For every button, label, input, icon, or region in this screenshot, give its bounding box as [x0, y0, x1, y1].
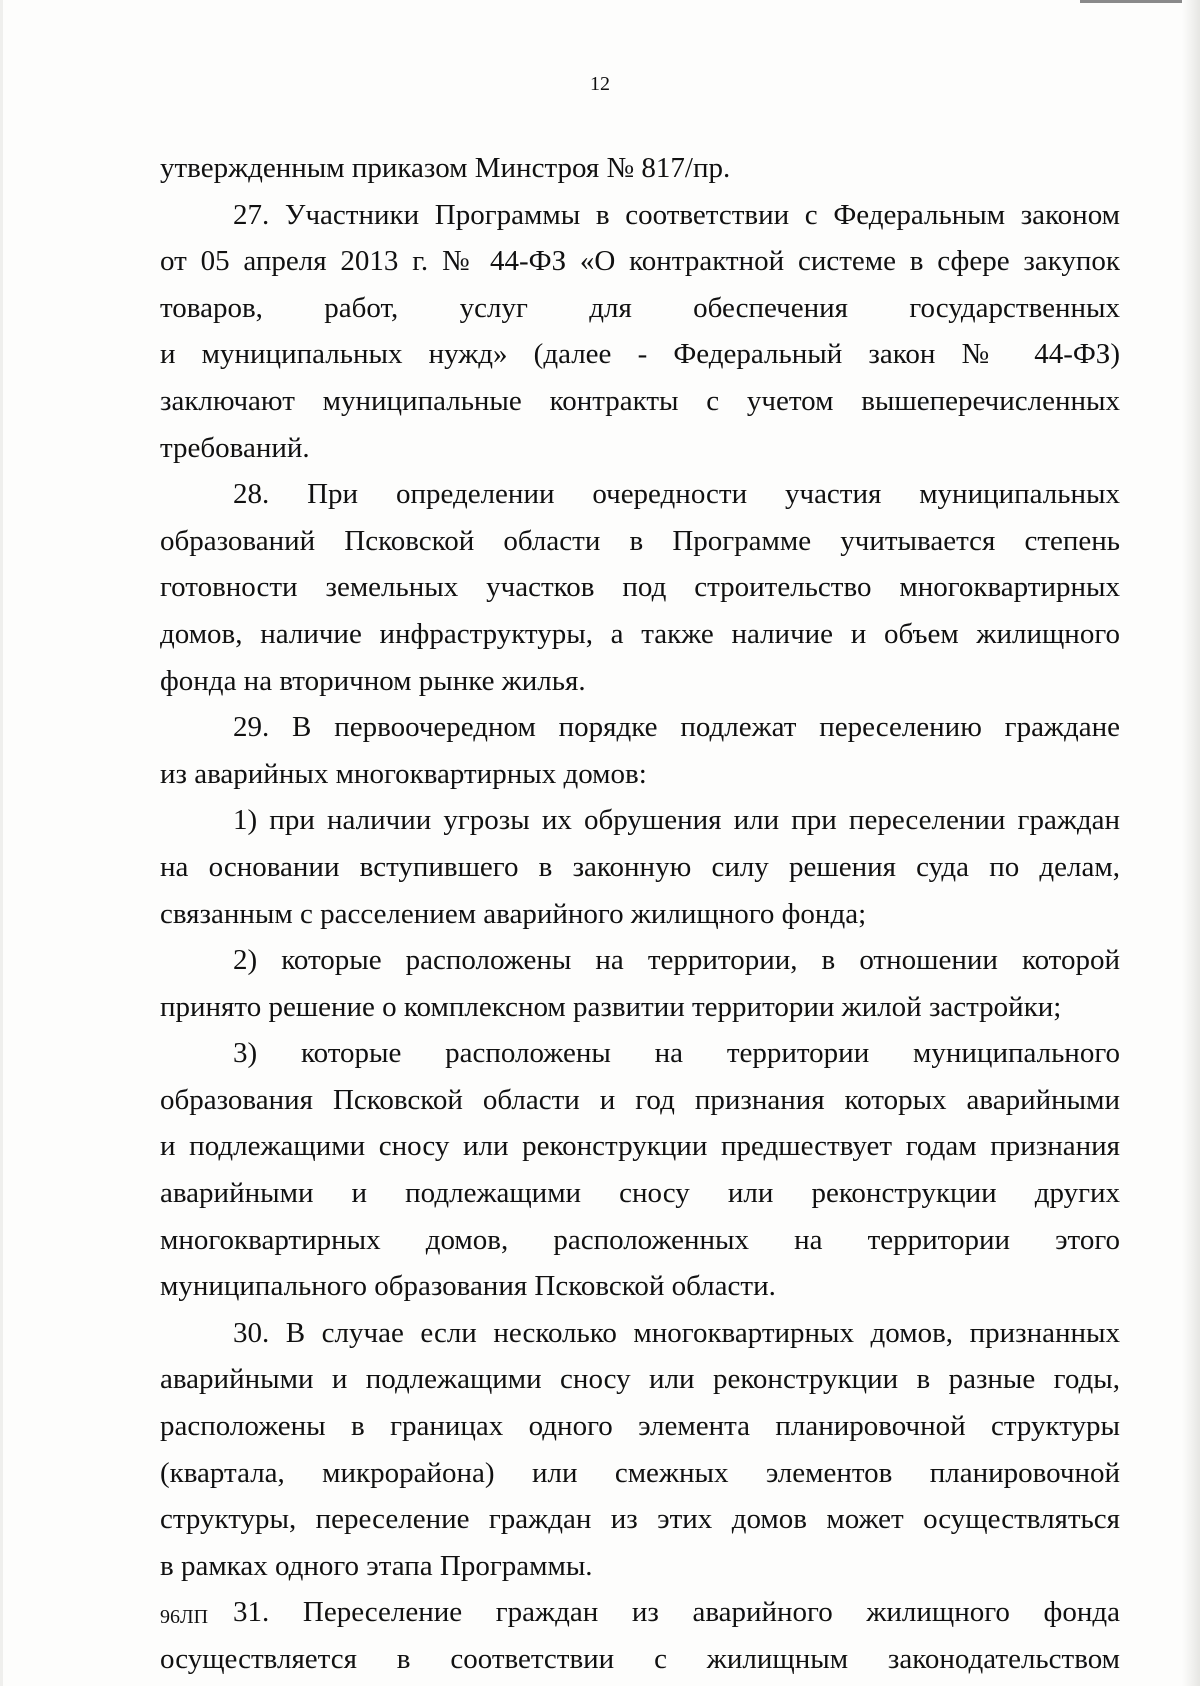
text-line: фонда на вторичном рынке жилья. [160, 664, 586, 697]
paragraph-28-start: 28. При определении очередности участия муниципальных [233, 478, 1120, 511]
text-line: расположены в границах одного элемента планировочной структуры [160, 1410, 1120, 1443]
paragraph-29-start: 29. В первоочередном порядке подлежат переселению граждане [233, 711, 1120, 744]
paragraph-31-start: 31. Переселение граждан из аварийного жилищного фонда [233, 1596, 1120, 1629]
text-line: заключают муниципальные контракты с учетом вышеперечисленных [160, 384, 1120, 417]
text-line: готовности земельных участков под строительство многоквартирных [160, 571, 1120, 604]
document-body [160, 145, 1120, 1683]
text-line: аварийными и подлежащими сносу или реконструкции в разные годы, [160, 1363, 1120, 1396]
page-number: 12 [590, 73, 610, 95]
footer-document-code: 96ЛП [160, 1606, 209, 1628]
paragraph-30-start: 30. В случае если несколько многоквартирных домов, признанных [233, 1316, 1120, 1349]
text-line: структуры, переселение граждан из этих домов может осуществляться [160, 1503, 1120, 1536]
list-item-3-start: 3) которые расположены на территории муниципального [233, 1037, 1120, 1070]
list-item-1-start: 1) при наличии угрозы их обрушения или при переселении граждан [233, 804, 1120, 837]
text-line: из аварийных многоквартирных домов: [160, 757, 647, 790]
text-line: образований Псковской области в Программе учитывается степень [160, 524, 1120, 557]
text-line: многоквартирных домов, расположенных на территории этого [160, 1223, 1120, 1256]
text-line: аварийными и подлежащими сносу или реконструкции других [160, 1177, 1120, 1210]
text-line: домов, наличие инфраструктуры, а также наличие и объем жилищного [160, 617, 1120, 650]
text-line: от 05 апреля 2013 г. № 44-ФЗ «О контрактной системе в сфере закупок [160, 245, 1120, 278]
scan-edge-left [0, 0, 3, 1686]
text-line: связанным с расселением аварийного жилищного фонда; [160, 897, 867, 930]
text-line: осуществляется в соответствии с жилищным законодательством [160, 1643, 1120, 1675]
text-line: и подлежащими сносу или реконструкции предшествует годам признания [160, 1130, 1120, 1163]
text-line: муниципального образования Псковской области. [160, 1270, 776, 1303]
text-line: принято решение о комплексном развитии территории жилой застройки; [160, 990, 1062, 1023]
text-line: утвержденным приказом Минстроя № 817/пр. [160, 152, 731, 184]
scan-edge-right [1182, 0, 1200, 1686]
text-line: и муниципальных нужд» (далее - Федеральный закон № 44-ФЗ) [160, 338, 1120, 371]
text-line: (квартала, микрорайона) или смежных элементов планировочной [160, 1456, 1120, 1489]
text-line: на основании вступившего в законную силу решения суда по делам, [160, 850, 1120, 883]
paragraph-27-start: 27. Участники Программы в соответствии с Федеральным законом [233, 198, 1120, 231]
text-line: товаров, работ, услуг для обеспечения государственных [160, 291, 1120, 324]
list-item-2-start: 2) которые расположены на территории, в отношении которой [233, 944, 1120, 977]
text-line: требований. [160, 431, 310, 464]
text-line: образования Псковской области и год признания которых аварийными [160, 1083, 1120, 1116]
text-line: в рамках одного этапа Программы. [160, 1549, 593, 1582]
